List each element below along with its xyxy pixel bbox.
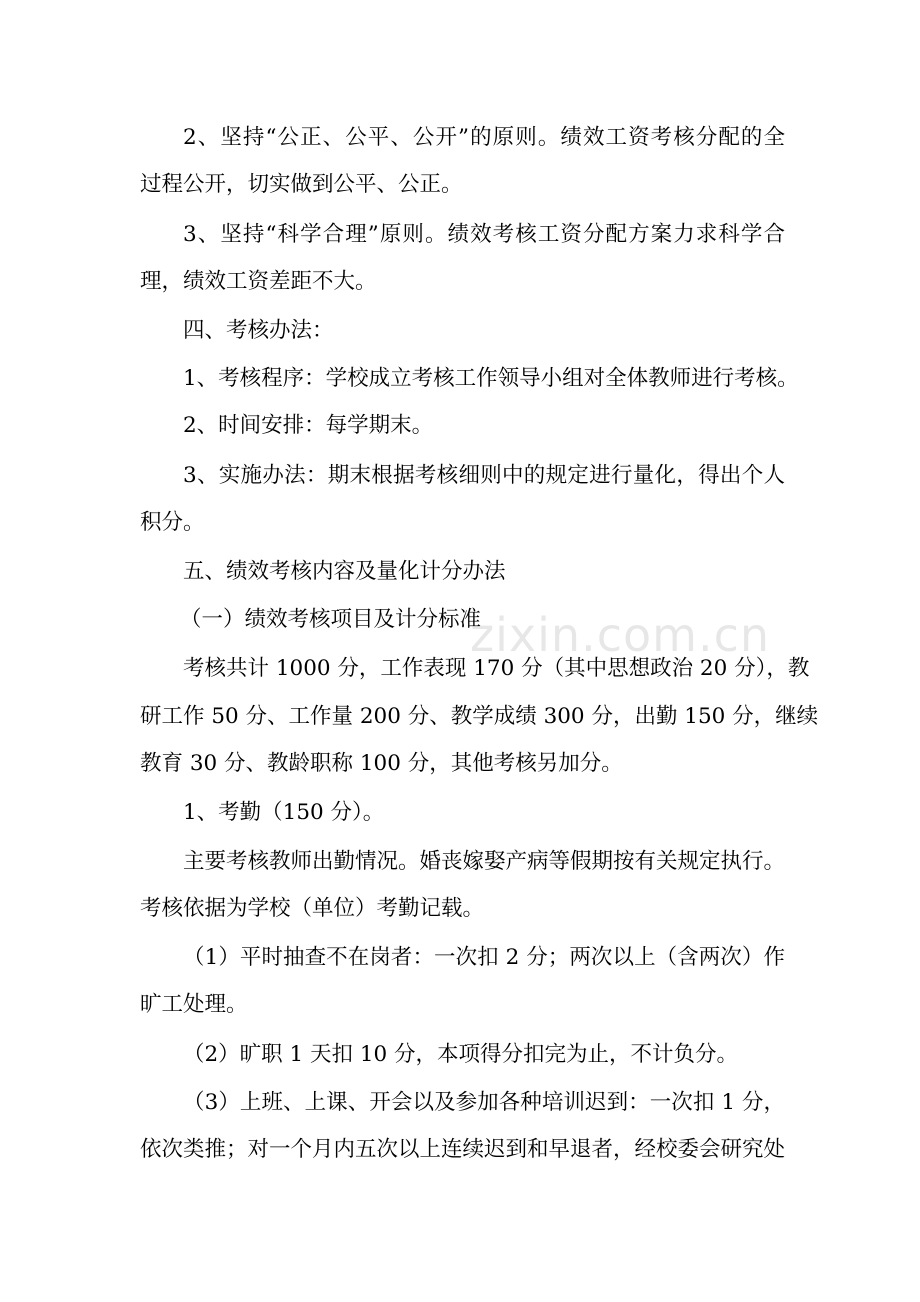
paragraph-line: 考核共计 1000 分，工作表现 170 分（其中思想政治 20 分），教	[183, 656, 810, 681]
section-heading: 五、绩效考核内容及量化计分办法	[183, 559, 506, 584]
paragraph-line: 3、坚持“科学合理”原则。绩效考核工资分配方案力求科学合	[183, 222, 785, 247]
paragraph-line: 考核依据为学校（单位）考勤记载。	[140, 896, 485, 921]
paragraph-line: 过程公开，切实做到公平、公正。	[140, 172, 463, 197]
paragraph-line: 2、时间安排：每学期末。	[183, 413, 434, 438]
paragraph-line: 1、考勤（150 分）。	[183, 800, 385, 825]
paragraph-line: 积分。	[140, 510, 205, 535]
subsection-heading: （一）绩效考核项目及计分标准	[180, 607, 482, 632]
paragraph-line: 研工作 50 分、工作量 200 分、教学成绩 300 分，出勤 150 分，继续	[140, 704, 819, 729]
paragraph-line: 3、实施办法：期末根据考核细则中的规定进行量化，得出个人	[183, 463, 785, 488]
paragraph-line: （1）平时抽查不在岗者：一次扣 2 分；两次以上（含两次）作	[183, 945, 785, 970]
paragraph-line: （2）旷职 1 天扣 10 分，本项得分扣完为止，不计负分。	[183, 1042, 739, 1067]
paragraph-line: 2、坚持“公正、公平、公开”的原则。绩效工资考核分配的全	[183, 125, 785, 150]
paragraph-line: 依次类推；对一个月内五次以上连续迟到和早退者，经校委会研究处	[140, 1137, 786, 1162]
watermark-text: zixin.com.cn	[470, 608, 771, 662]
paragraph-line: 主要考核教师出勤情况。婚丧嫁娶产病等假期按有关规定执行。	[183, 849, 786, 874]
paragraph-line: 1、考核程序：学校成立考核工作领导小组对全体教师进行考核。	[183, 366, 799, 391]
paragraph-line: 教育 30 分、教龄职称 100 分，其他考核另加分。	[140, 751, 623, 776]
paragraph-line: （3）上班、上课、开会以及参加各种培训迟到：一次扣 1 分，	[183, 1090, 785, 1115]
paragraph-line: 旷工处理。	[140, 992, 248, 1017]
paragraph-line: 理，绩效工资差距不大。	[140, 269, 377, 294]
section-heading: 四、考核办法：	[183, 318, 334, 343]
